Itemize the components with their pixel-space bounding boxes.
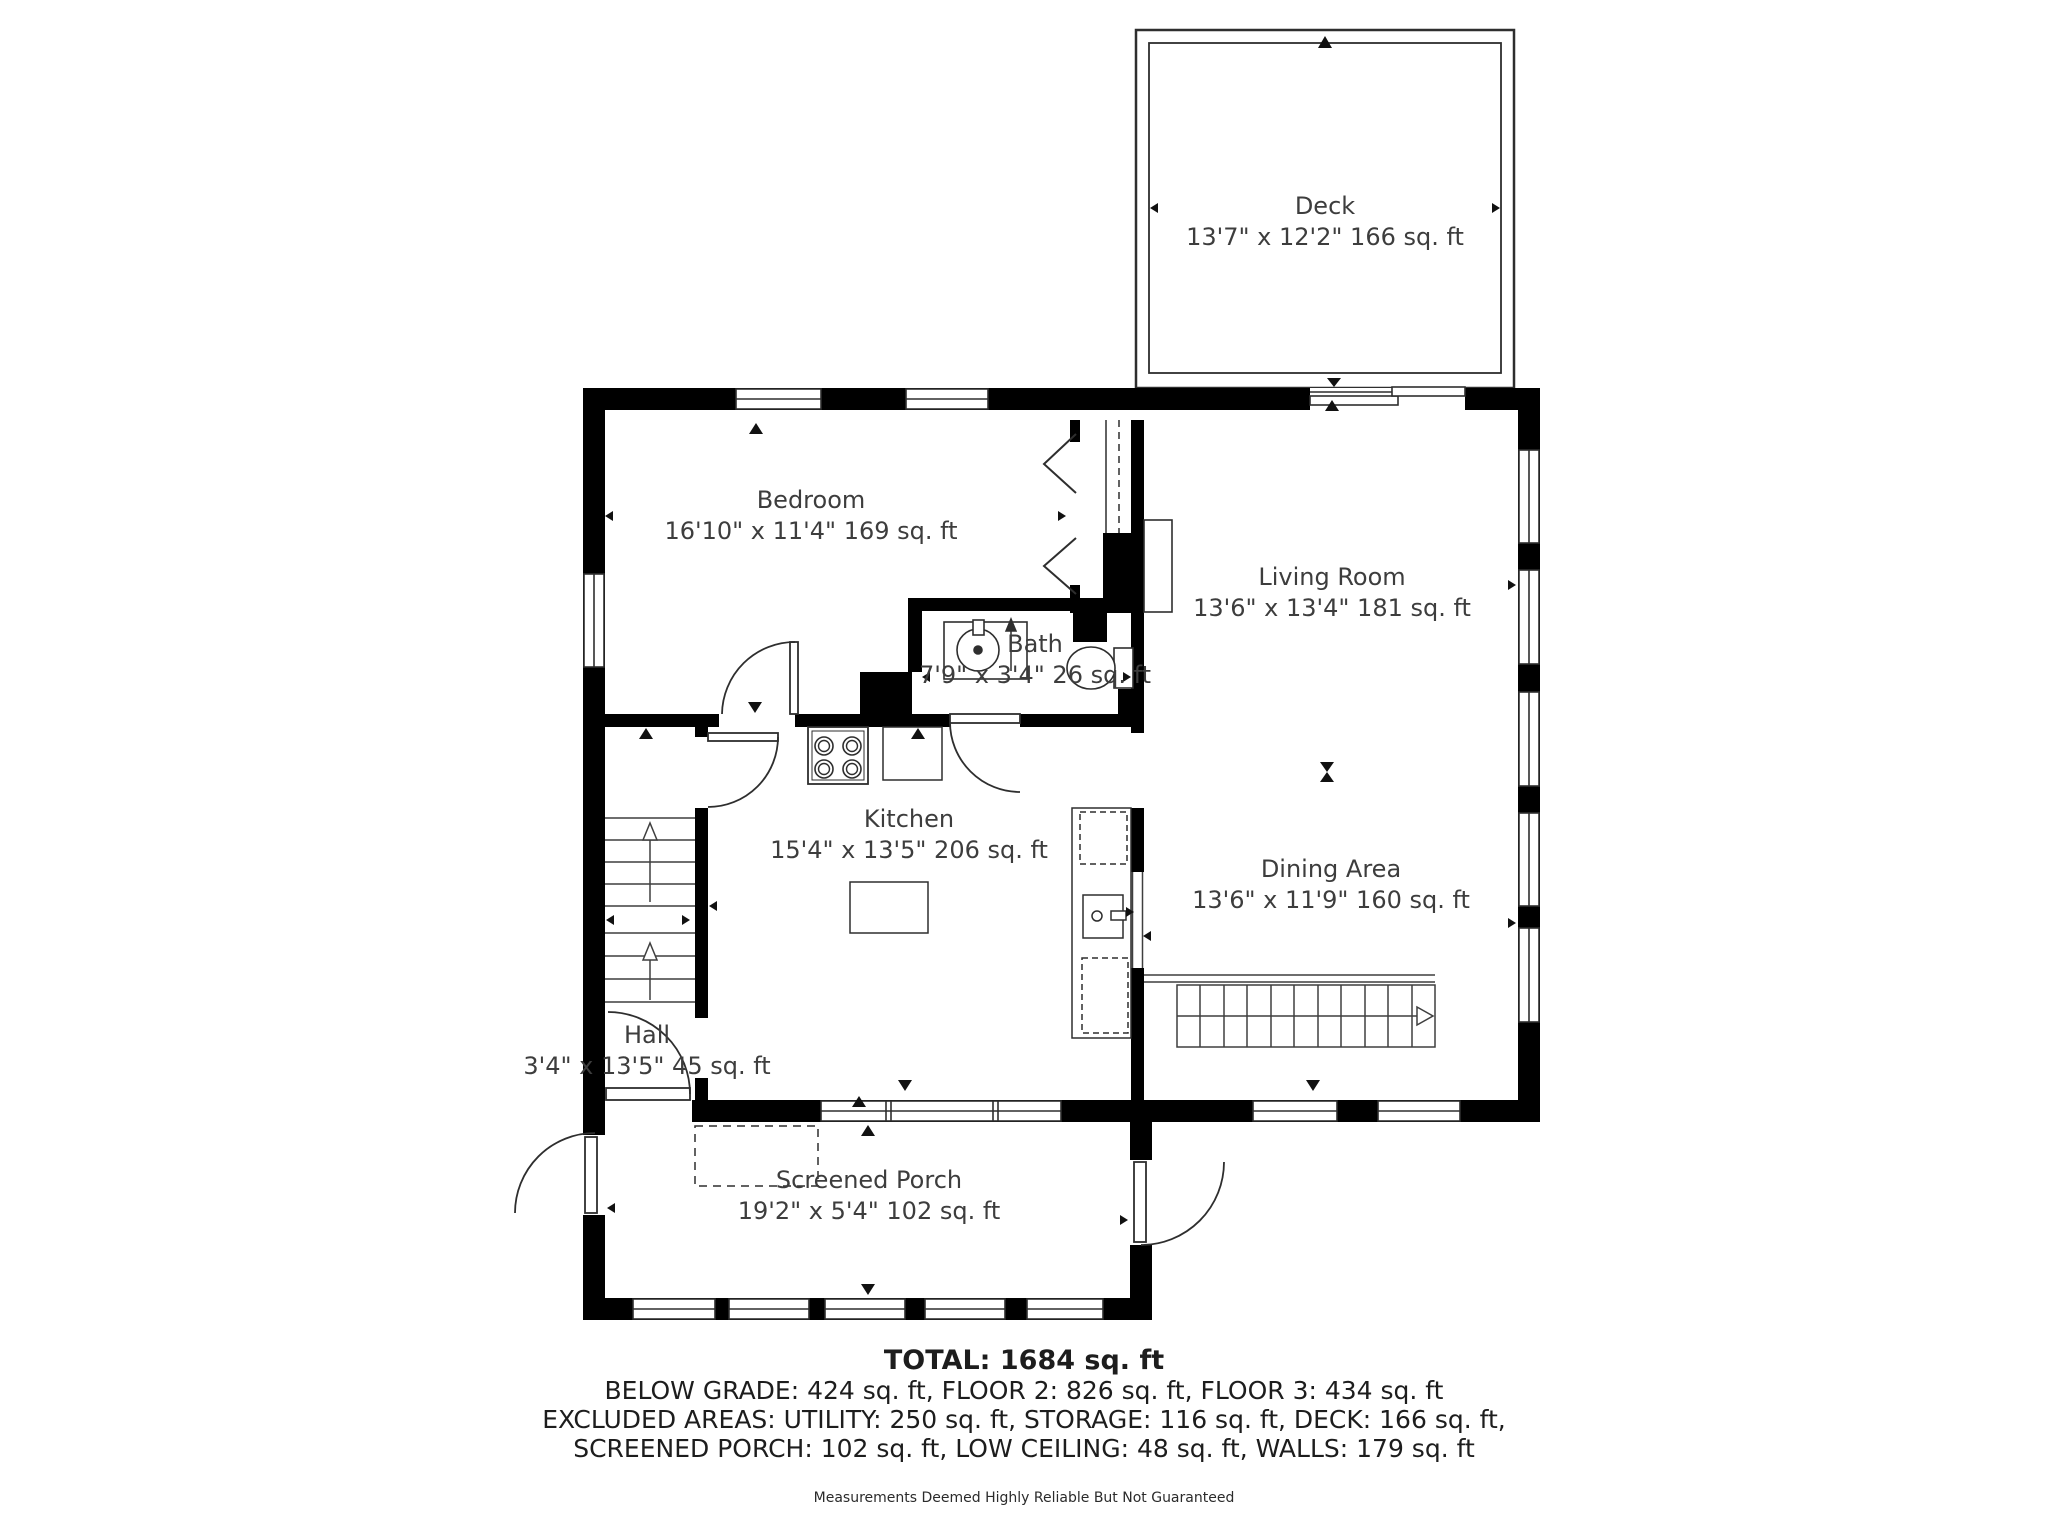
door-leaf xyxy=(606,1088,690,1100)
room-label-living-room xyxy=(1193,562,1471,624)
room-label-kitchen xyxy=(770,804,1048,866)
room-name: Bedroom xyxy=(756,486,866,514)
hall-stairs-icon xyxy=(605,818,695,1002)
stove-icon xyxy=(808,727,868,784)
summary-disclaimer: Measurements Deemed Highly Reliable But Not Guaranteed xyxy=(813,1490,1235,1506)
dining-stairs-icon xyxy=(1144,975,1435,1047)
room-dims: 3'4" x 13'5" 45 sq. ft xyxy=(523,1052,771,1080)
kitchen-sink-icon xyxy=(1083,895,1126,938)
stairs-up-arrow-icon xyxy=(643,943,657,960)
door-leaf xyxy=(585,1137,597,1213)
door-leaf xyxy=(1134,1162,1146,1242)
door-arc xyxy=(1141,1162,1224,1245)
room-dims: 15'4" x 13'5" 206 sq. ft xyxy=(770,836,1048,864)
room-name: Dining Area xyxy=(1260,855,1402,883)
room-name: Hall xyxy=(623,1021,671,1049)
summary-excluded-1: EXCLUDED AREAS: UTILITY: 250 sq. ft, STORAGE: 116 sq. ft, DECK: 166 sq. ft, xyxy=(542,1405,1506,1434)
room-dims: 19'2" x 5'4" 102 sq. ft xyxy=(737,1197,1001,1225)
room-label-screened-porch xyxy=(738,1165,1001,1227)
room-dims: 13'6" x 11'9" 160 sq. ft xyxy=(1192,886,1470,914)
room-dims: 13'6" x 13'4" 181 sq. ft xyxy=(1193,594,1471,622)
room-dims: 7'9" x 3'4" 26 sq. ft xyxy=(918,661,1152,689)
room-name: Living Room xyxy=(1258,563,1406,591)
summary-excluded-2: SCREENED PORCH: 102 sq. ft, LOW CEILING: 48 sq. ft, WALLS: 179 sq. ft xyxy=(573,1434,1475,1463)
bifold-door-icon xyxy=(1044,434,1076,493)
door-arc xyxy=(708,737,778,807)
room-label-dining-area xyxy=(1192,854,1470,916)
area-summary xyxy=(0,1346,2048,1506)
door-leaf xyxy=(950,714,1020,723)
room-label-bedroom xyxy=(664,485,957,547)
room-name: Deck xyxy=(1294,192,1356,220)
fireplace-icon xyxy=(1144,520,1172,612)
room-label-deck xyxy=(1186,191,1464,253)
door-arc xyxy=(950,722,1020,792)
room-name: Kitchen xyxy=(863,805,955,833)
room-dims: 16'10" x 11'4" 169 sq. ft xyxy=(664,517,958,545)
counter xyxy=(883,727,942,780)
summary-floors: BELOW GRADE: 424 sq. ft, FLOOR 2: 826 sq. ft, FLOOR 3: 434 sq. ft xyxy=(604,1376,1444,1405)
summary-total: TOTAL: 1684 sq. ft xyxy=(883,1345,1165,1376)
kitchen-island xyxy=(850,882,928,933)
room-dims: 13'7" x 12'2" 166 sq. ft xyxy=(1186,223,1464,251)
room-name: Screened Porch xyxy=(775,1166,963,1194)
room-label-bath xyxy=(919,629,1151,691)
door-leaf xyxy=(708,733,778,741)
stairs-up-arrow-icon xyxy=(643,823,657,840)
room-label-hall xyxy=(523,1020,770,1082)
door-leaf xyxy=(790,642,798,714)
room-name: Bath xyxy=(1007,630,1063,658)
